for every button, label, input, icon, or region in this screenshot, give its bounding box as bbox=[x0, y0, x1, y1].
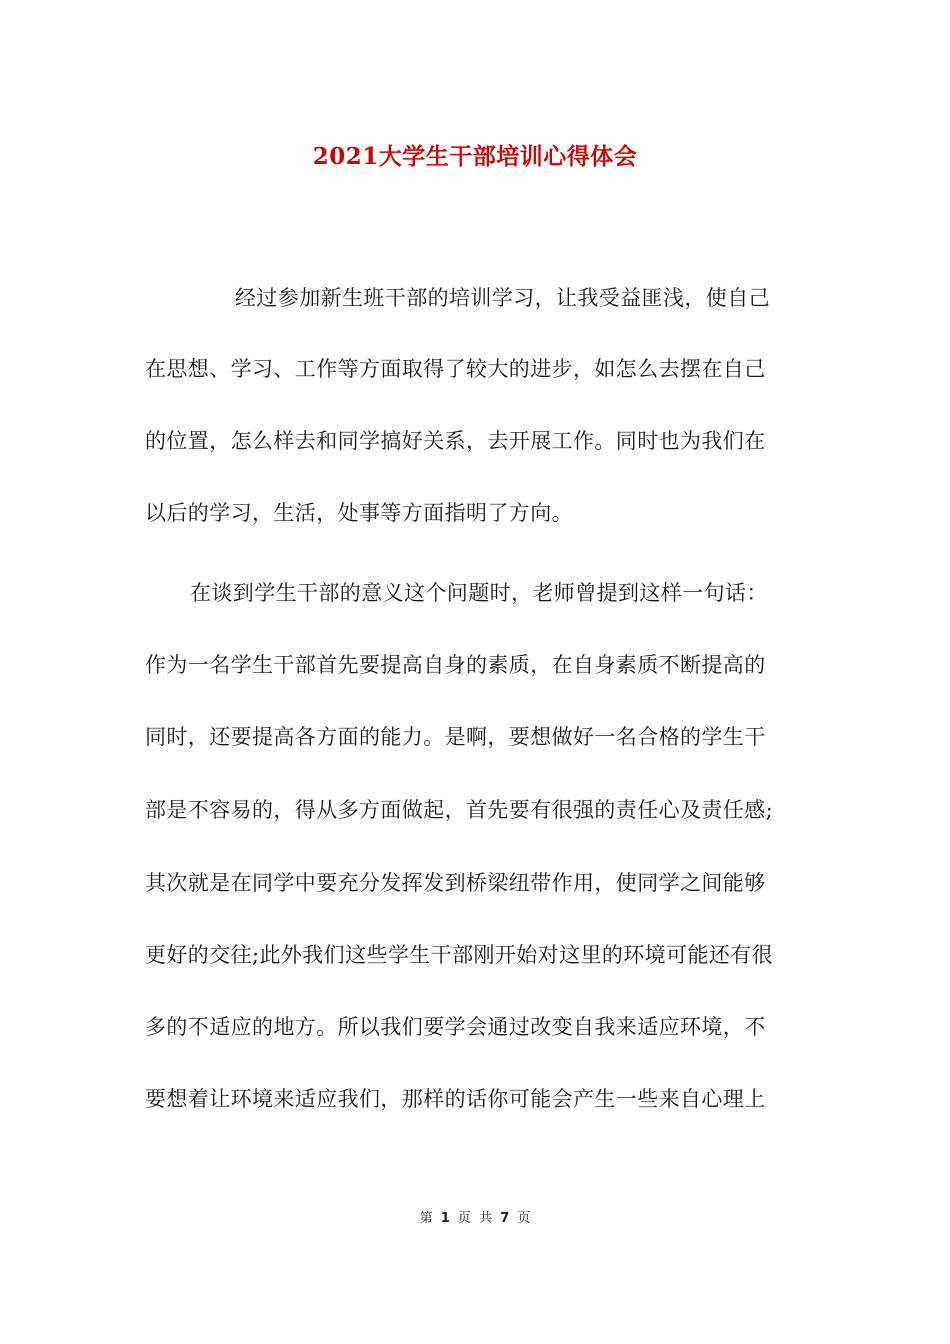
footer-total-word: 共 bbox=[479, 1211, 493, 1226]
paragraph-2-line-6: 更好的交往;此外我们这些学生干部刚开始对这里的环境可能还有很 bbox=[145, 943, 774, 967]
paragraph-1-line-3: 的位置，怎么样去和同学搞好关系，去开展工作。同时也为我们在 bbox=[145, 429, 766, 453]
paragraph-2-line-4: 部是不容易的，得从多方面做起，首先要有很强的责任心及责任感; bbox=[145, 798, 774, 822]
footer-suffix: 页 bbox=[517, 1211, 531, 1226]
paragraph-2-line-3: 同时，还要提高各方面的能力。是啊，要想做好一名合格的学生干 bbox=[145, 725, 766, 749]
paragraph-2-line-1: 在谈到学生干部的意义这个问题时，老师曾提到这样一句话： bbox=[190, 581, 768, 605]
footer-prefix: 第 bbox=[419, 1211, 433, 1226]
paragraph-1-line-2: 在思想、学习、工作等方面取得了较大的进步，如怎么去摆在自己 bbox=[145, 357, 766, 381]
paragraph-1-line-4: 以后的学习，生活，处事等方面指明了方向。 bbox=[145, 501, 573, 525]
footer-current-page: 1 bbox=[440, 1211, 450, 1226]
page-footer bbox=[0, 1207, 950, 1226]
paragraph-2-line-7: 多的不适应的地方。所以我们要学会通过改变自我来适应环境，不 bbox=[145, 1015, 766, 1039]
paragraph-1-line-1: 经过参加新生班干部的培训学习，让我受益匪浅，使自己 bbox=[235, 286, 770, 310]
paragraph-2-line-5: 其次就是在同学中要充分发挥发到桥梁纽带作用，使同学之间能够 bbox=[145, 871, 766, 895]
footer-total-pages: 7 bbox=[500, 1211, 510, 1226]
document-title: 2021大学生干部培训心得体会 bbox=[312, 143, 638, 170]
paragraph-2-line-2: 作为一名学生干部首先要提高自身的素质，在自身素质不断提高的 bbox=[145, 653, 766, 677]
paragraph-2-line-8: 要想着让环境来适应我们，那样的话你可能会产生一些来自心理上 bbox=[145, 1087, 766, 1111]
footer-page-word: 页 bbox=[457, 1211, 471, 1226]
